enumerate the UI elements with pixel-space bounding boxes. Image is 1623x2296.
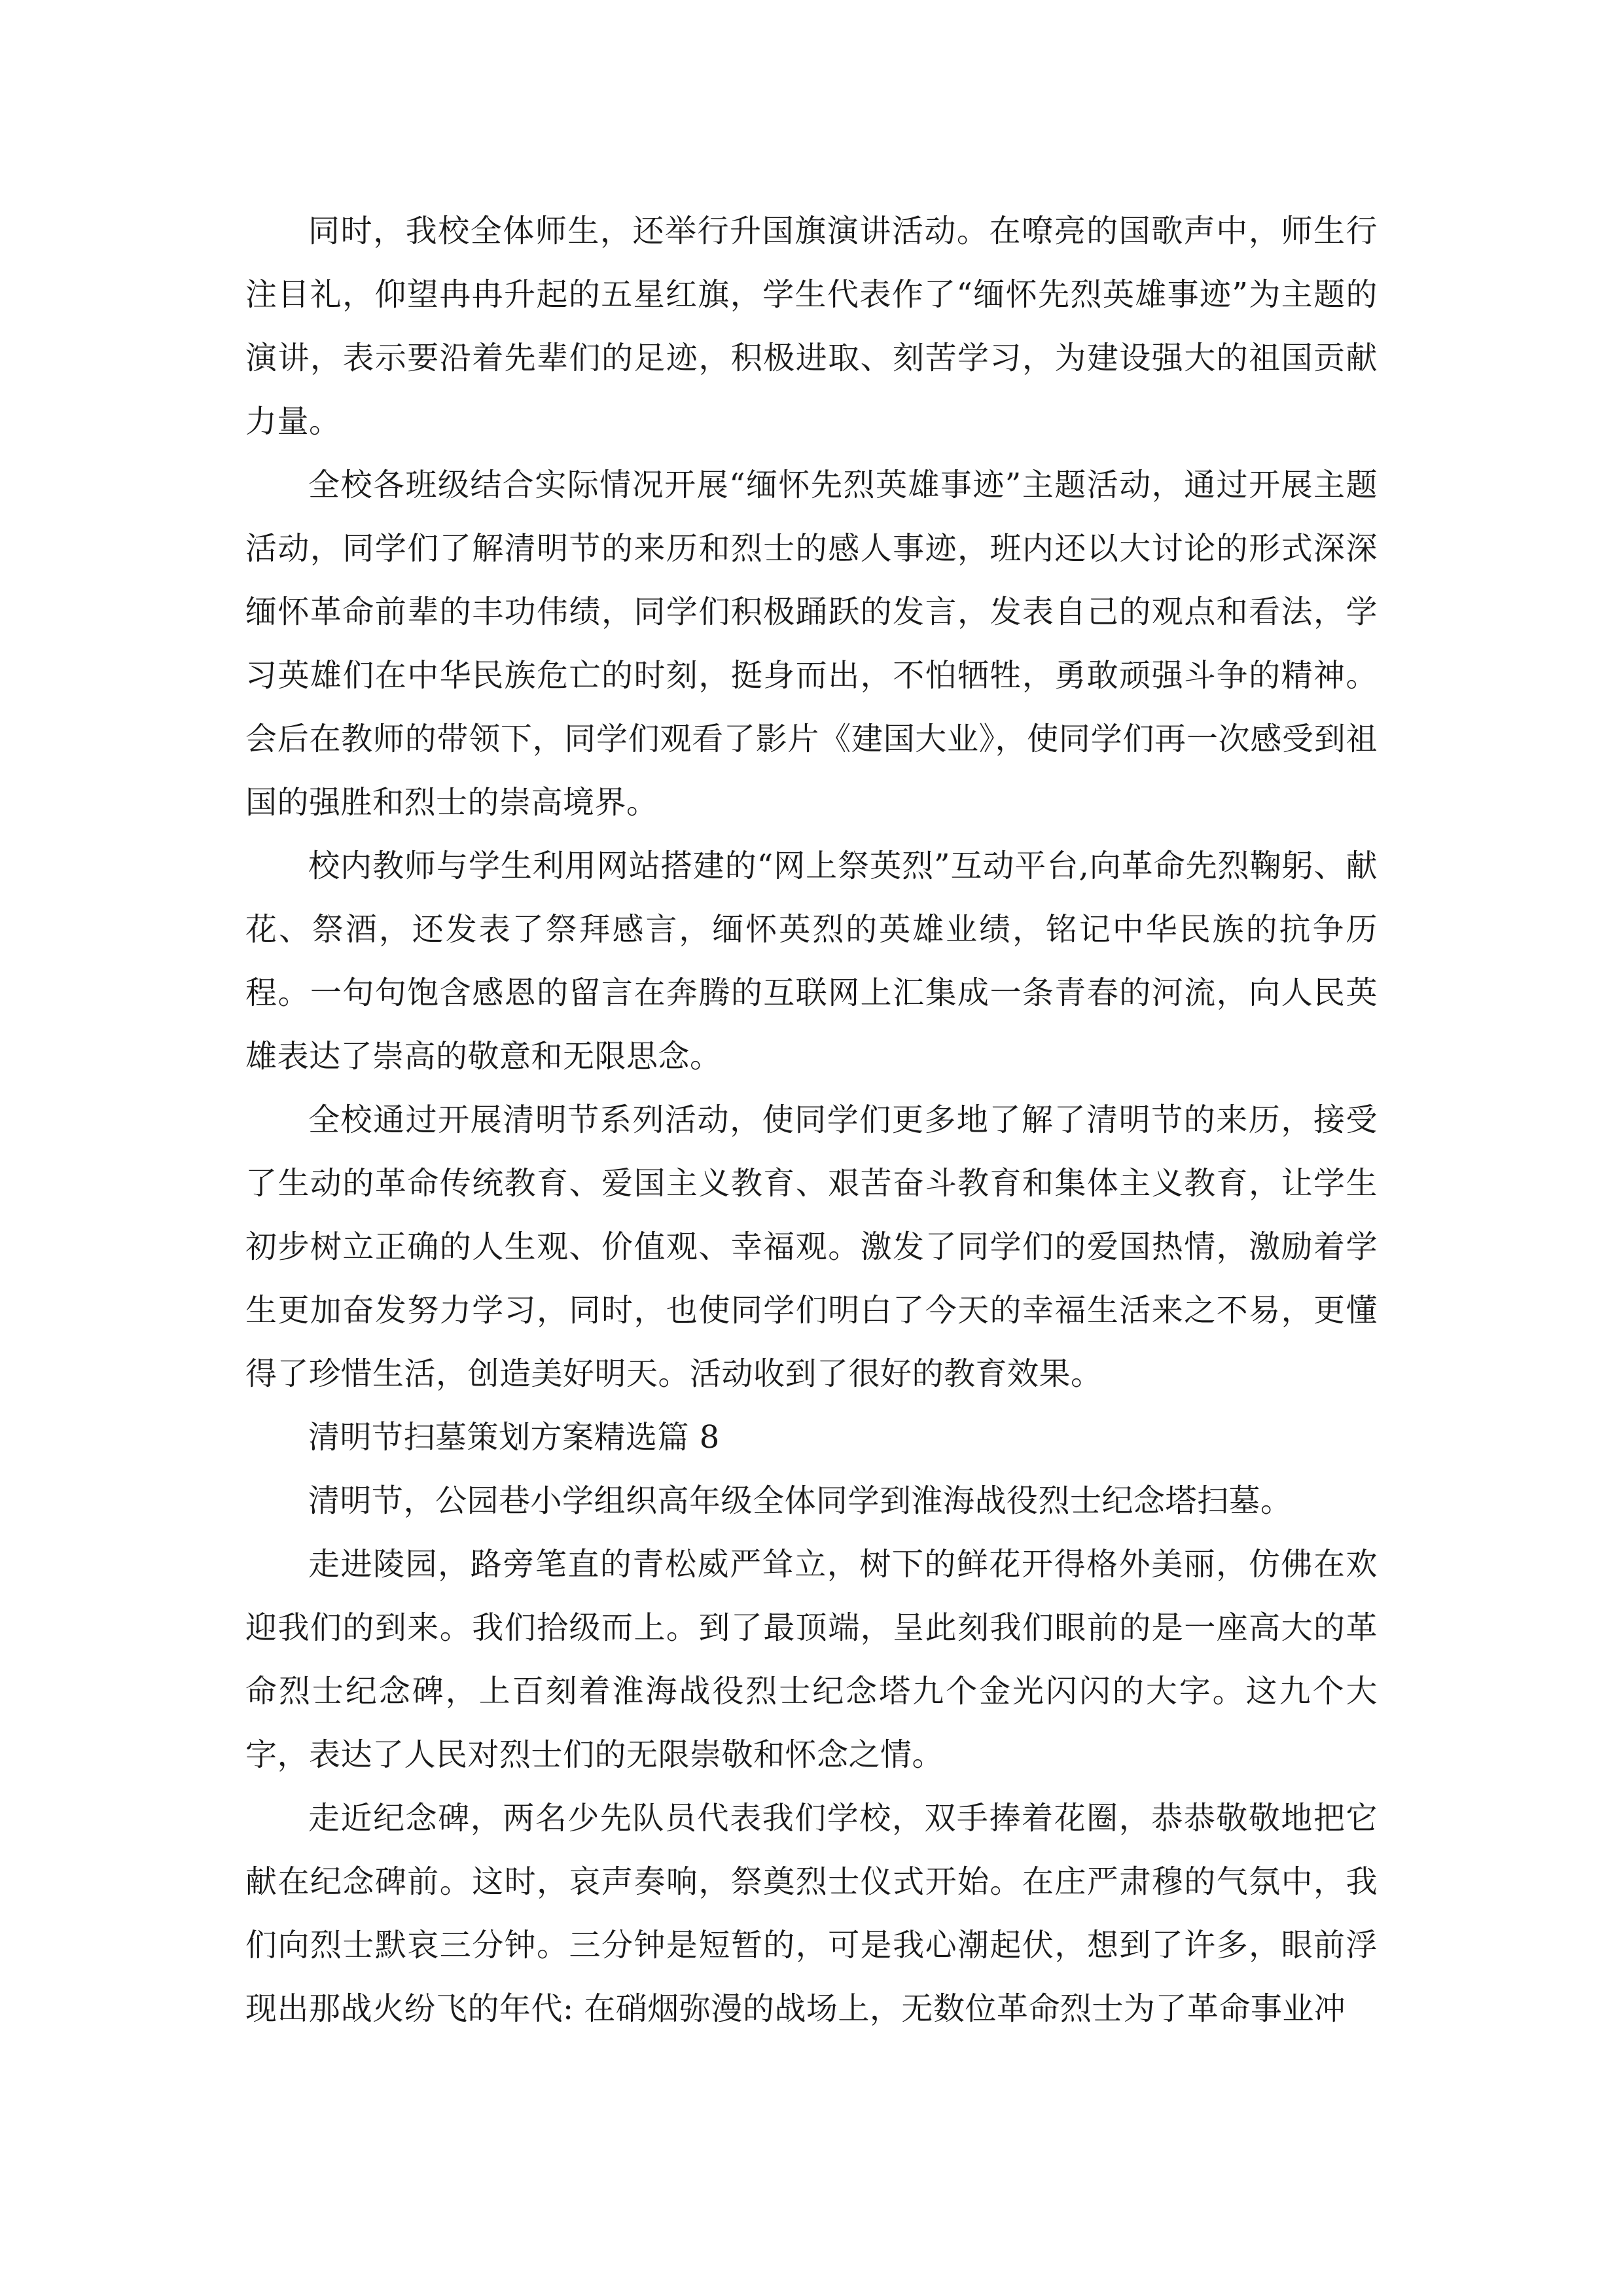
paragraph-activity-summary: 全校通过开展清明节系列活动，使同学们更多地了解了清明节的来历，接受了生动的革命传统教育、爱国主义教育、艰苦奋斗教育和集体主义教育，让学生初步树立正确的人生观、价值观、幸福观。激发了同学们的爱国热情，激励着学生更加奋发努力学习，同时，也使同学们明白了今天的幸福生活来之不易，更懂得了珍惜生活，创造美好明天。活动收到了很好的教育效果。 — [245, 1102, 1378, 1392]
paragraph-flag-ceremony: 同时，我校全体师生，还举行升国旗演讲活动。在嘹亮的国歌声中，师生行注目礼，仰望冉冉升起的五星红旗，学生代表作了“缅怀先烈英雄事迹”为主题的演讲，表示要沿着先辈们的足迹，积极进取、刻苦学习，为建设强大的祖国贡献力量。 — [245, 213, 1378, 440]
section-heading: 清明节扫墓策划方案精选篇 8 — [308, 1419, 720, 1456]
paragraph-online-tribute: 校内教师与学生利用网站搭建的“网上祭英烈”互动平台,向革命先烈鞠躬、献花、祭酒，还发表了祭拜感言，缅怀英烈的英雄业绩，铭记中华民族的抗争历程。一句句饱含感恩的留言在奔腾的互联网上汇集成一条青春的河流，向人民英雄表达了崇高的敬意和无限思念。 — [245, 848, 1378, 1075]
paragraph-class-activities: 全校各班级结合实际情况开展“缅怀先烈英雄事迹”主题活动，通过开展主题活动，同学们了解清明节的来历和烈士的感人事迹，班内还以大讨论的形式深深缅怀革命前辈的丰功伟绩，同学们积极踊跃的发言，发表自己的观点和看法，学习英雄们在中华民族危亡的时刻，挺身而出，不怕牺牲，勇敢顽强斗争的精神。会后在教师的带领下，同学们观看了影片《建国大业》，使同学们再一次感受到祖国的强胜和烈士的崇高境界。 — [245, 467, 1378, 821]
paragraph-entering-cemetery: 走进陵园，路旁笔直的青松威严耸立，树下的鲜花开得格外美丽，仿佛在欢迎我们的到来。我们拾级而上。到了最顶端，呈此刻我们眼前的是一座高大的革命烈士纪念碑，上百刻着淮海战役烈士纪念塔九个金光闪闪的大字。这九个大字，表达了人民对烈士们的无限崇敬和怀念之情。 — [245, 1546, 1378, 1773]
document-page — [245, 200, 1378, 2041]
paragraph-cemetery-visit: 清明节，公园巷小学组织高年级全体同学到淮海战役烈士纪念塔扫墓。 — [308, 1482, 1293, 1519]
paragraph-memorial-ceremony: 走近纪念碑，两名少先队员代表我们学校，双手捧着花圈，恭恭敬敬地把它献在纪念碑前。这时，哀声奏响，祭奠烈士仪式开始。在庄严肃穆的气氛中，我们向烈士默哀三分钟。三分钟是短暂的，可是我心潮起伏，想到了许多，眼前浮现出那战火纷飞的年代: 在硝烟弥漫的战场上，无数位革命烈士为了革命事业冲 — [245, 1800, 1378, 2027]
